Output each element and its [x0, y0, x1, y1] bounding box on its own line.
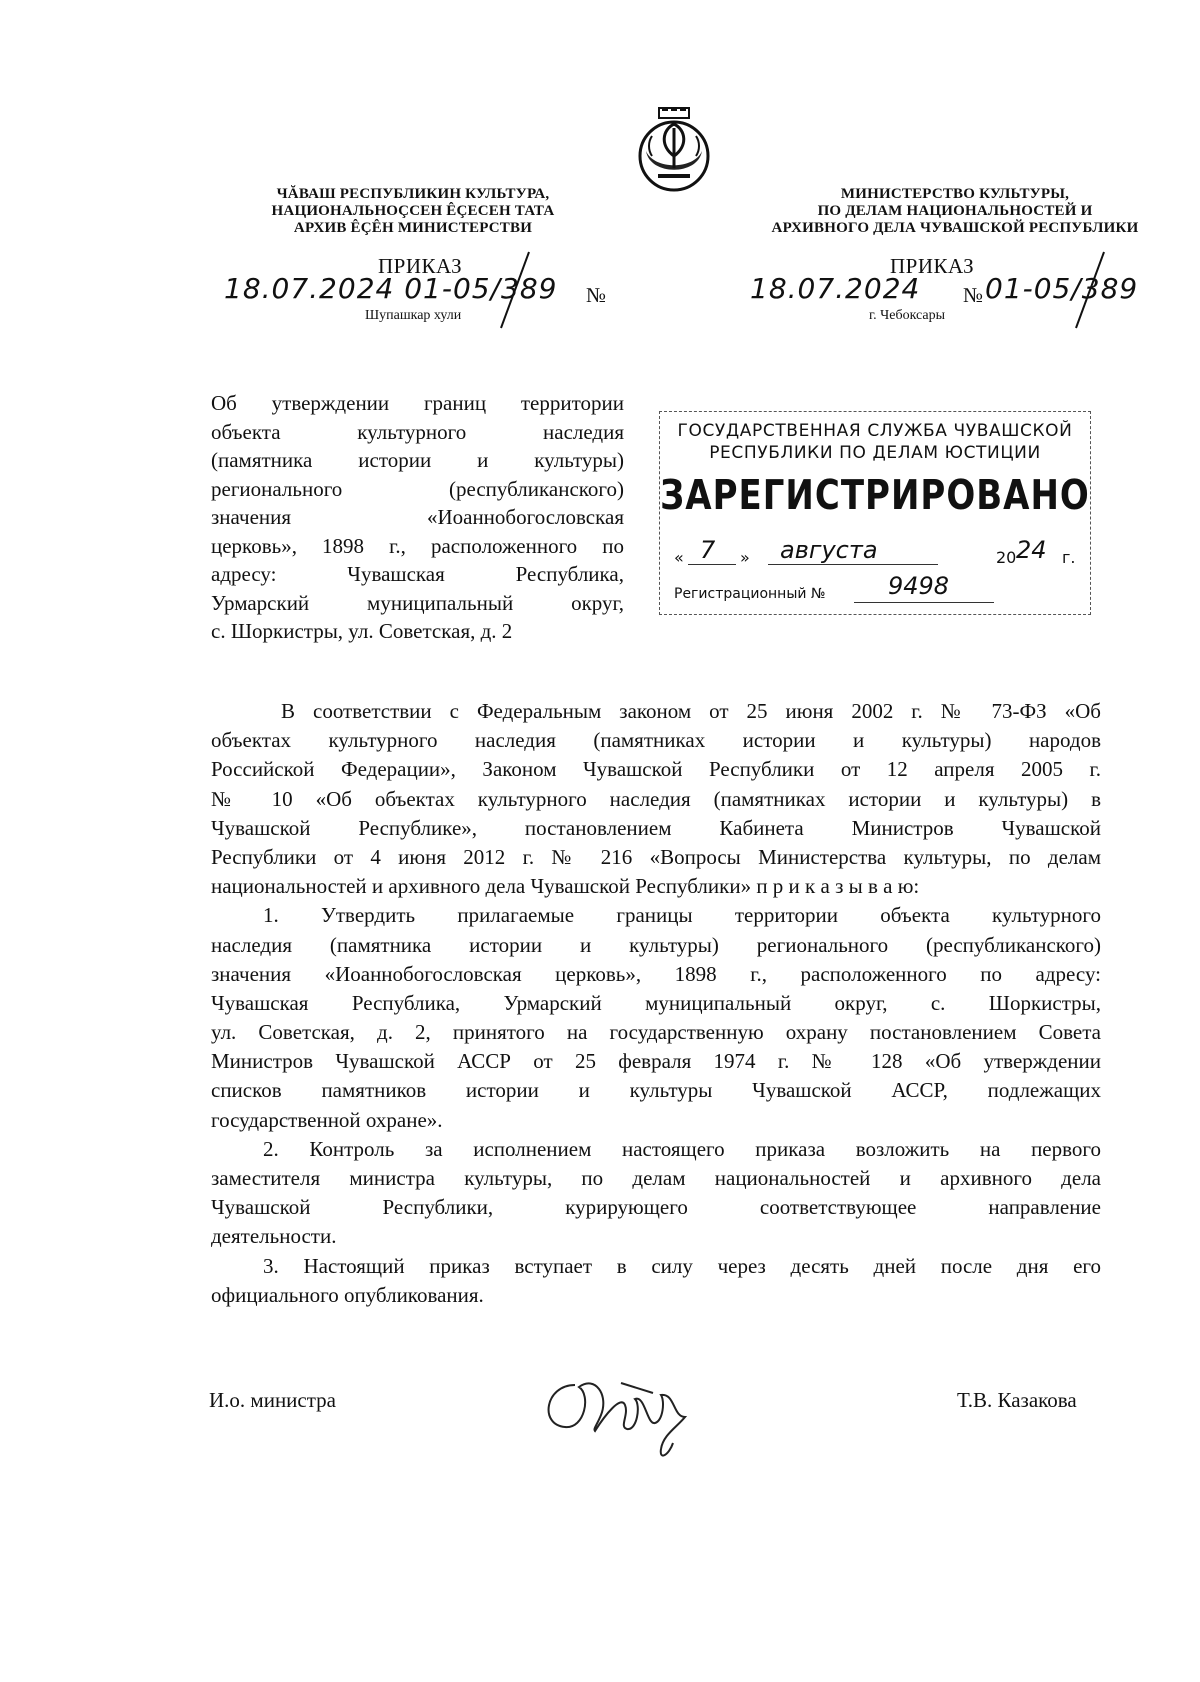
body-line: заместителя министра культуры, по делам национальностей и архивного дела: [211, 1166, 1101, 1190]
right-org-line: АРХИВНОГО ДЕЛА ЧУВАШСКОЙ РЕСПУБЛИКИ: [771, 220, 1139, 236]
stamp-registered: ЗАРЕГИСТРИРОВАНО: [660, 472, 1090, 520]
stamp-number-underline: [854, 602, 994, 603]
subject-line: с. Шоркистры, ул. Советская, д. 2: [211, 619, 513, 643]
stamp-line-2: РЕСПУБЛИКИ ПО ДЕЛАМ ЮСТИЦИИ: [709, 443, 1041, 463]
subject-line: объекта культурного наследия: [211, 419, 624, 444]
right-slash-stroke: [1070, 250, 1110, 330]
body-line: 1. Утвердить прилагаемые границы территории объекта культурного: [263, 903, 1101, 928]
right-org-line: ПО ДЕЛАМ НАЦИОНАЛЬНОСТЕЙ И: [817, 203, 1093, 219]
stamp-number-row: [674, 572, 1080, 610]
body-line: деятельности.: [211, 1224, 337, 1249]
order-body: [211, 697, 1101, 1310]
body-line: № 10 «Об объектах культурного наследия (памятниках истории и культуры) в: [211, 786, 1101, 811]
right-organization-name: [735, 186, 1175, 237]
signatory-position: И.о. министра: [209, 1388, 336, 1412]
body-line: значения «Иоаннобогословская церковь», 1898 г., расположенного по адресу:: [211, 961, 1101, 986]
order-subject: [211, 389, 624, 646]
subject-line: (памятника истории и культуры): [211, 448, 624, 472]
subject-line: регионального (республиканского): [211, 476, 624, 501]
stamp-quote-close: »: [740, 548, 750, 567]
stamp-year-suffix: 24: [1016, 536, 1047, 564]
body-line: Чувашская Республика, Урмарский муниципальный округ, с. Шоркистры,: [211, 990, 1101, 1015]
body-line: наследия (памятника истории и культуры) регионального (республиканского): [211, 932, 1101, 957]
body-line: Чувашской Республике», постановлением Кабинета Министров Чувашской: [211, 815, 1101, 840]
subject-line: Об утверждении границ территории: [211, 391, 624, 415]
subject-line: значения «Иоаннобогословская: [211, 505, 624, 529]
right-org-line: МИНИСТЕРСТВО КУЛЬТУРЫ,: [840, 186, 1070, 202]
body-line: списков памятников истории и культуры Чувашской АССР, подлежащих: [211, 1078, 1101, 1103]
subject-line: церковь», 1898 г., расположенного по: [211, 533, 624, 558]
right-order-title: ПРИКАЗ: [890, 254, 975, 278]
left-org-line: ЧĂВАШ РЕСПУБЛИКИН КУЛЬТУРА,: [276, 186, 550, 202]
left-org-line: АРХИВ ÊÇÊН МИНИСТЕРСТВИ: [293, 220, 533, 236]
stamp-day: 7: [700, 536, 716, 564]
body-line: официального опубликования.: [211, 1282, 484, 1307]
subject-line: адресу: Чувашская Республика,: [211, 562, 624, 586]
stamp-year-prefix: 20: [996, 548, 1017, 567]
body-line: ул. Советская, д. 2, принятого на государственную охрану постановлением Совета: [211, 1020, 1101, 1045]
right-handwritten-date: 18.07.2024: [750, 272, 921, 305]
body-line: государственной охране».: [211, 1107, 443, 1132]
stamp-year-unit: г.: [1062, 548, 1076, 567]
right-number-sign: №: [963, 283, 984, 307]
body-line: В соответствии с Федеральным законом от 25 июня 2002 г. № 73-ФЗ «Об: [281, 699, 1101, 723]
stamp-line-1: ГОСУДАРСТВЕННАЯ СЛУЖБА ЧУВАШСКОЙ: [677, 421, 1073, 441]
stamp-day-underline: [688, 564, 736, 565]
body-line: 2. Контроль за исполнением настоящего приказа возложить на первого: [263, 1136, 1101, 1161]
left-city: Шупашкар хули: [365, 308, 462, 323]
left-slash-stroke: [495, 250, 535, 330]
stamp-month-underline: [768, 564, 938, 565]
stamp-date-row: [674, 536, 1080, 572]
right-handwritten-number: 01-05/389: [985, 272, 1139, 305]
left-order-title: ПРИКАЗ: [378, 254, 463, 278]
stamp-month: августа: [780, 536, 878, 564]
subject-line: Урмарский муниципальный округ,: [211, 590, 624, 615]
registration-stamp: [659, 411, 1091, 615]
body-line: Республики от 4 июня 2012 г. № 216 «Вопросы Министерства культуры, по делам: [211, 844, 1101, 869]
chuvash-emblem-icon: [632, 106, 716, 196]
stamp-quote-open: «: [674, 548, 684, 567]
left-number-sign: №: [586, 283, 607, 307]
body-line: 3. Настоящий приказ вступает в силу через десять дней после дня его: [263, 1253, 1101, 1278]
left-org-line: НАЦИОНАЛЬНОÇСЕН ÊÇЕСЕН ТАТА: [271, 203, 555, 219]
stamp-reg-label: Регистрационный №: [674, 586, 826, 602]
body-line: Министров Чувашской АССР от 25 февраля 1974 г. № 128 «Об утверждении: [211, 1049, 1101, 1074]
right-city: г. Чебоксары: [869, 308, 946, 323]
left-handwritten-date-number: 18.07.2024 01-05/389: [224, 272, 558, 305]
body-line: объектах культурного наследия (памятниках истории и культуры) народов: [211, 728, 1101, 753]
stamp-reg-number: 9498: [888, 572, 950, 600]
left-organization-name: [203, 186, 623, 237]
handwritten-signature: [535, 1365, 705, 1465]
body-line: Российской Федерации», Законом Чувашской Республики от 12 апреля 2005 г.: [211, 757, 1101, 782]
signatory-name: Т.В. Казакова: [957, 1388, 1077, 1412]
body-line: национальностей и архивного дела Чувашской Республики» п р и к а з ы в а ю:: [211, 874, 920, 899]
body-line: Чувашской Республики, курирующего соответствующее направление: [211, 1195, 1101, 1220]
